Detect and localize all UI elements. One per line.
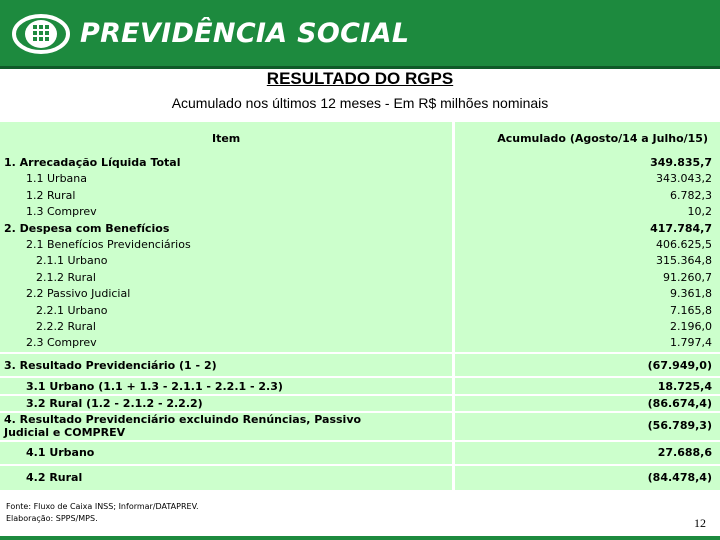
row-value: 10,2	[687, 205, 712, 218]
table-row	[0, 359, 720, 375]
row-value: (86.674,4)	[647, 397, 712, 410]
row-value: 406.625,5	[656, 238, 712, 251]
table-row	[0, 205, 720, 221]
row-separator	[0, 440, 720, 442]
row-value: 315.364,8	[656, 254, 712, 267]
row-label: 1.2 Rural	[26, 189, 76, 202]
row-label: 2.1.1 Urbano	[36, 254, 108, 267]
row-separator	[0, 394, 720, 396]
row-value: 18.725,4	[657, 380, 712, 393]
slide-subtitle: Acumulado nos últimos 12 meses - Em R$ milhões nominais	[171, 95, 549, 111]
row-label: 1.3 Comprev	[26, 205, 97, 218]
row-separator	[0, 352, 720, 354]
table-row	[0, 287, 720, 303]
row-label-line1: 4. Resultado Previdenciário excluindo Renúncias, Passivo	[4, 413, 362, 426]
row-value: 1.797,4	[670, 336, 712, 349]
row-label: 2.3 Comprev	[26, 336, 97, 349]
table-row	[0, 304, 720, 320]
footer-bar	[0, 536, 720, 540]
table-row	[0, 254, 720, 270]
row-label: 3. Resultado Previdenciário (1 - 2)	[4, 359, 217, 372]
previdencia-logo-icon	[12, 14, 70, 54]
column-header-value: Acumulado (Agosto/14 a Julho/15)	[497, 132, 708, 145]
prepared-by-line: Elaboração: SPPS/MPS.	[6, 514, 98, 523]
slide-title: RESULTADO DO RGPS	[266, 69, 454, 88]
row-value: (67.949,0)	[647, 359, 712, 372]
row-label: 4.1 Urbano	[26, 446, 95, 459]
row-label: 2.2.1 Urbano	[36, 304, 108, 317]
table-row	[0, 320, 720, 336]
row-separator	[0, 376, 720, 378]
table-row	[0, 413, 720, 443]
row-label: 4.2 Rural	[26, 471, 83, 484]
row-value: 6.782,3	[670, 189, 712, 202]
row-value: 27.688,6	[657, 446, 712, 459]
table-row	[0, 336, 720, 352]
row-value: 349.835,7	[650, 156, 712, 169]
table-row	[0, 172, 720, 188]
source-note	[6, 501, 199, 525]
row-value: (84.478,4)	[647, 471, 712, 484]
column-header-item: Item	[212, 132, 241, 145]
row-label: 1. Arrecadação Líquida Total	[4, 156, 181, 169]
row-value: 2.196,0	[670, 320, 712, 333]
row-value: (56.789,3)	[647, 419, 712, 432]
row-label: 2.2 Passivo Judicial	[26, 287, 131, 300]
table-header-row	[0, 132, 720, 148]
row-label: 3.1 Urbano (1.1 + 1.3 - 2.1.1 - 2.2.1 - 2.3)	[26, 380, 283, 393]
row-label: 2.1.2 Rural	[36, 271, 96, 284]
table-row	[0, 189, 720, 205]
table-row	[0, 471, 720, 487]
row-label: 3.2 Rural (1.2 - 2.1.2 - 2.2.2)	[26, 397, 203, 410]
row-value: 91.260,7	[663, 271, 712, 284]
row-label: 2. Despesa com Benefícios	[4, 222, 170, 235]
row-value: 417.784,7	[650, 222, 712, 235]
brand-name: PREVIDÊNCIA SOCIAL	[80, 18, 410, 49]
row-value: 343.043,2	[656, 172, 712, 185]
row-label: 2.1 Benefícios Previdenciários	[26, 238, 191, 251]
table-row	[0, 156, 720, 172]
table-row	[0, 271, 720, 287]
row-value: 9.361,8	[670, 287, 712, 300]
row-label: 1.1 Urbana	[26, 172, 87, 185]
row-value: 7.165,8	[670, 304, 712, 317]
row-separator	[0, 464, 720, 466]
page-number: 12	[694, 516, 706, 530]
source-line: Fonte: Fluxo de Caixa INSS; Informar/DATAPREV.	[6, 502, 199, 511]
table-row	[0, 446, 720, 462]
table-row	[0, 238, 720, 254]
table-row	[0, 222, 720, 238]
row-label-line2: Judicial e COMPREV	[4, 426, 126, 439]
row-label: 2.2.2 Rural	[36, 320, 96, 333]
